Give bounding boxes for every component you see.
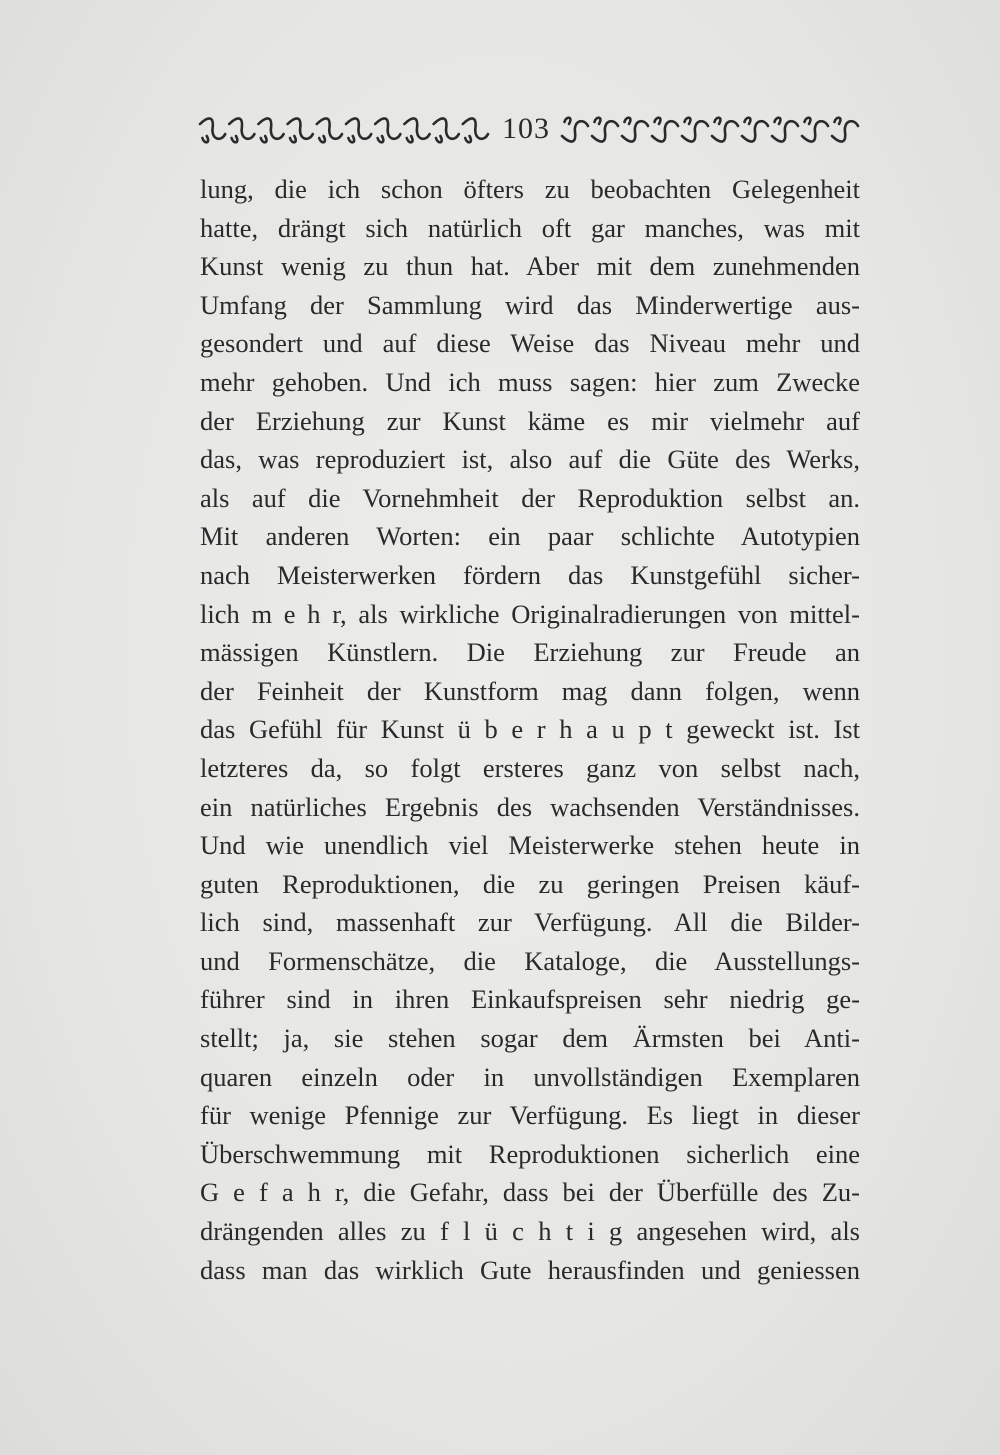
- text-line: Umfang der Sammlung wird das Minderwertige aus-: [200, 289, 860, 320]
- text-line: gesondert und auf diese Weise das Niveau mehr und: [200, 328, 860, 359]
- ornament-swirl: [200, 118, 225, 142]
- text-line: das, was reproduziert ist, also auf die Güte des Werks,: [200, 444, 860, 475]
- text-line: stellt; ja, sie stehen sogar dem Ärmsten bei Anti-: [200, 1023, 860, 1054]
- ornament-swirl: [375, 118, 400, 142]
- ornament-swirl: [288, 118, 313, 142]
- text-line: lung, die ich schon öfters zu beobachten Gelegenheit: [200, 174, 860, 204]
- page-number: 103: [502, 112, 550, 145]
- ornament-swirl: [346, 118, 371, 142]
- text-line: Kunst wenig zu thun hat. Aber mit dem zunehmenden: [200, 251, 860, 282]
- text-line: und Formenschätze, die Kataloge, die Ausstellungs-: [200, 945, 860, 976]
- text-line: drängenden alles zu f l ü c h t i g angesehen wird, als: [200, 1216, 860, 1247]
- text-line: Und wie unendlich viel Meisterwerke stehen heute in: [200, 830, 860, 861]
- text-line: das Gefühl für Kunst ü b e r h a u p t geweckt ist. Ist: [200, 714, 860, 745]
- ornament-swirl: [832, 118, 858, 142]
- ornament-swirl: [434, 118, 459, 142]
- text-line: führer sind in ihren Einkaufspreisen sehr niedrig ge-: [200, 984, 860, 1015]
- text-line: hatte, drängt sich natürlich oft gar manches, was mit: [200, 212, 860, 243]
- ornament-swirl: [592, 118, 618, 142]
- text-line: für wenige Pfennige zur Verfügung. Es liegt in dieser: [200, 1100, 860, 1131]
- text-line: dass man das wirklich Gute herausfinden und geniessen: [200, 1254, 860, 1285]
- text-line: mässigen Künstlern. Die Erziehung zur Freude an: [200, 637, 860, 668]
- ornament-swirl: [682, 118, 708, 142]
- running-header: [198, 110, 862, 150]
- text-line: quaren einzeln oder in unvollständigen Exemplaren: [200, 1061, 860, 1092]
- ornament-swirl: [742, 118, 768, 142]
- ornament-swirl: [772, 118, 798, 142]
- text-line: als auf die Vornehmheit der Reproduktion selbst an.: [200, 482, 860, 513]
- text-line: lich m e h r, als wirkliche Originalradierungen von mittel-: [200, 598, 860, 629]
- ornament-swirl: [229, 118, 254, 142]
- text-line: Mit anderen Worten: ein paar schlichte Autotypien: [200, 521, 860, 552]
- ornament-swirl: [622, 118, 648, 142]
- text-line: nach Meisterwerken fördern das Kunstgefühl sicher-: [200, 559, 860, 590]
- text-line: lich sind, massenhaft zur Verfügung. All die Bilder-: [200, 907, 860, 938]
- ornament-swirl: [258, 118, 283, 142]
- text-line: der Erziehung zur Kunst käme es mir vielmehr auf: [200, 405, 860, 436]
- body-text: [200, 170, 860, 1289]
- text-line: guten Reproduktionen, die zu geringen Preisen käuf-: [200, 868, 860, 899]
- ornament-swirl: [652, 118, 678, 142]
- text-line: mehr gehoben. Und ich muss sagen: hier zum Zwecke: [200, 366, 860, 397]
- ornament-swirl: [562, 118, 588, 142]
- text-line: letzteres da, so folgt ersteres ganz von selbst nach,: [200, 752, 860, 783]
- text-line: ein natürliches Ergebnis des wachsenden Verständnisses.: [200, 791, 860, 822]
- ornament-swirl: [712, 118, 738, 142]
- right-ornament-border: [560, 114, 860, 146]
- ornament-swirl: [463, 118, 488, 142]
- text-line: G e f a h r, die Gefahr, dass bei der Überfülle des Zu-: [200, 1177, 860, 1208]
- left-ornament-border: [198, 114, 490, 146]
- ornament-swirl: [802, 118, 828, 142]
- text-line: der Feinheit der Kunstform mag dann folgen, wenn: [200, 675, 860, 706]
- text-line: Überschwemmung mit Reproduktionen sicherlich eine: [200, 1138, 860, 1169]
- ornament-swirl: [317, 118, 342, 142]
- ornament-swirl: [404, 118, 429, 142]
